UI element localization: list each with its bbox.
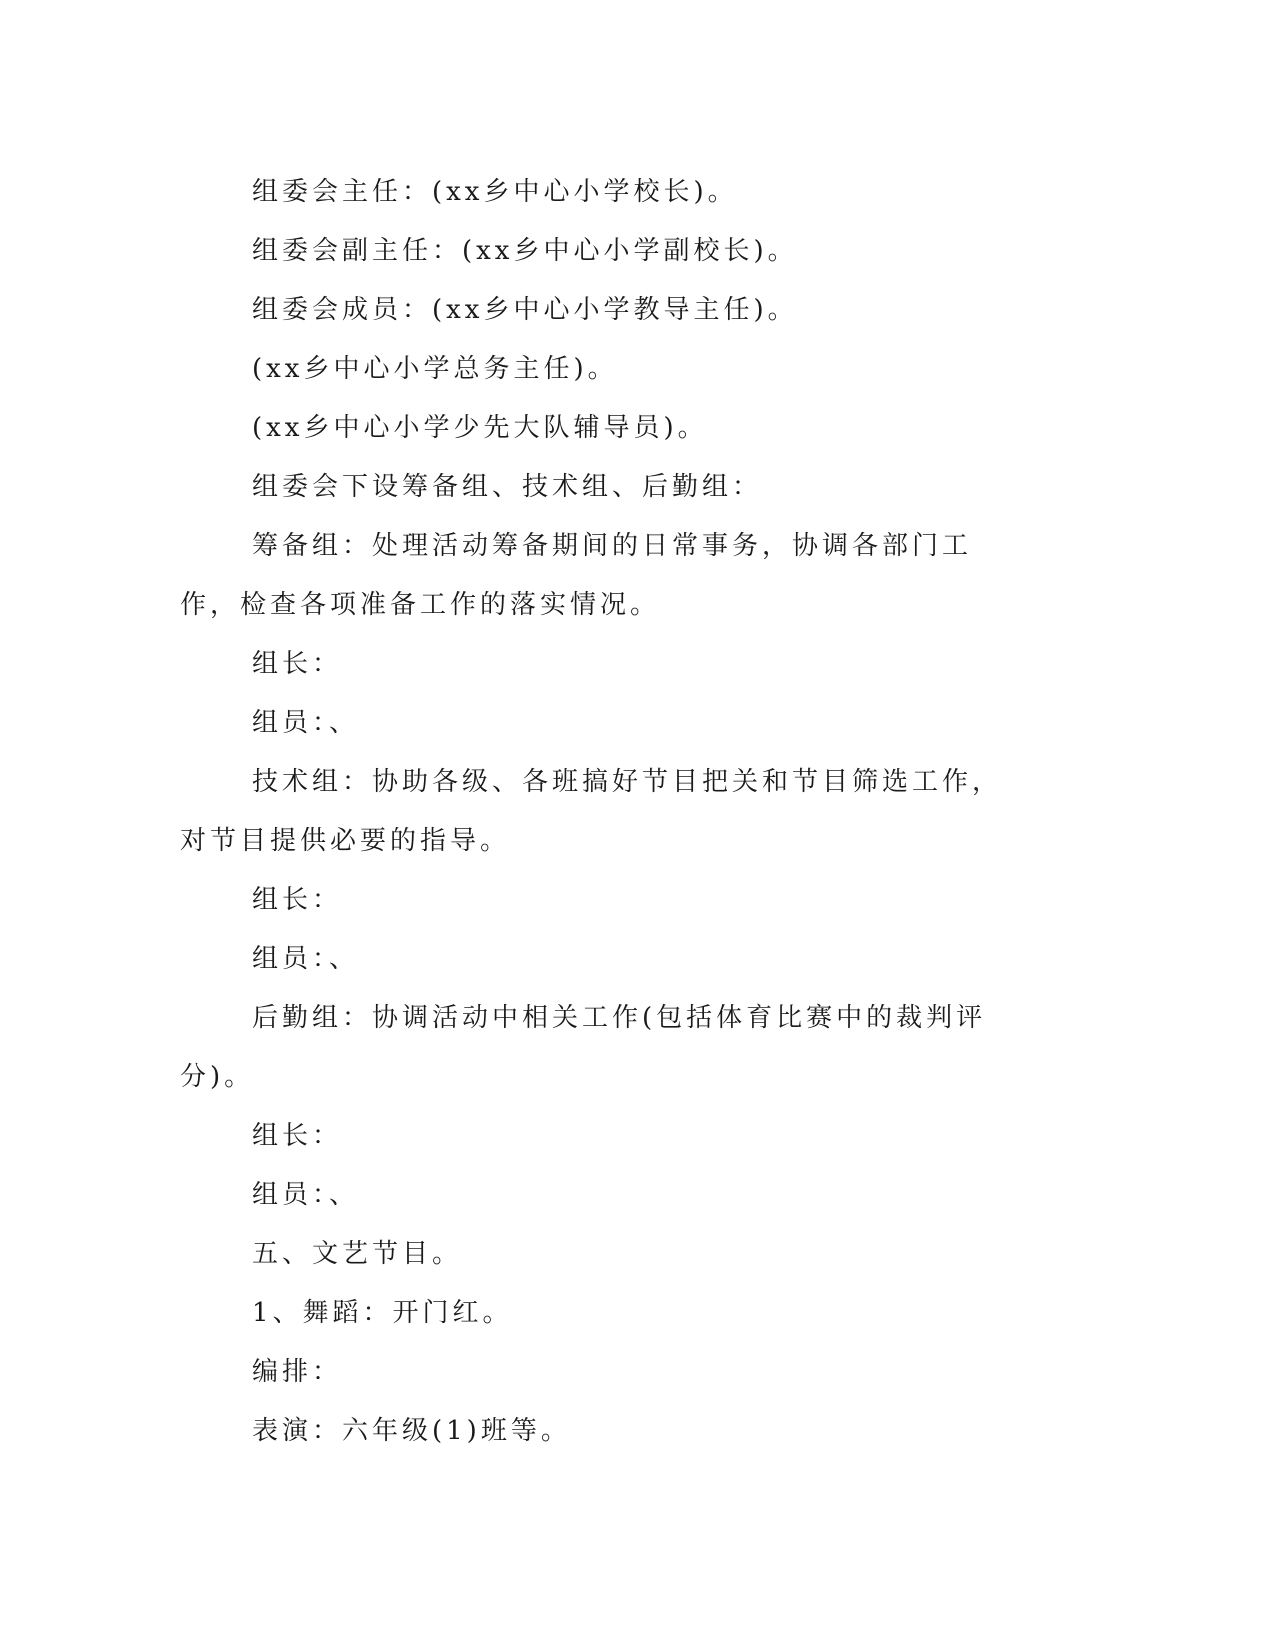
committee-member-1: 组委会成员：(xx乡中心小学教导主任)。 (252, 295, 798, 325)
committee-vice-director: 组委会副主任：(xx乡中心小学副校长)。 (252, 236, 798, 266)
preparation-group-leader: 组长： (252, 649, 343, 679)
logistics-group-leader: 组长： (252, 1121, 343, 1151)
committee-member-3: (xx乡中心小学少先大队辅导员)。 (252, 413, 708, 443)
program-item-1: 1、舞蹈：开门红。 (252, 1298, 513, 1328)
committee-member-2: (xx乡中心小学总务主任)。 (252, 354, 618, 384)
technical-group-leader: 组长： (252, 885, 343, 915)
committee-groups-intro: 组委会下设筹备组、技术组、后勤组： (252, 472, 763, 502)
logistics-group-desc: 后勤组：协调活动中相关工作(包括体育比赛中的裁判评分)。 (180, 1003, 987, 1092)
technical-group-desc: 技术组：协助各级、各班搞好节目把关和节目筛选工作，对节目提供必要的指导。 (180, 767, 1003, 856)
committee-director: 组委会主任：(xx乡中心小学校长)。 (252, 177, 738, 207)
document-body (180, 163, 1030, 1461)
preparation-group-members: 组员：、 (252, 708, 360, 738)
section-heading-programs: 五、文艺节目。 (252, 1239, 463, 1269)
technical-group-members: 组员：、 (252, 944, 360, 974)
logistics-group-members: 组员：、 (252, 1180, 360, 1210)
program-choreography: 编排： (252, 1357, 343, 1387)
program-performers: 表演：六年级(1)班等。 (252, 1416, 571, 1446)
preparation-group-desc: 筹备组：处理活动筹备期间的日常事务，协调各部门工作，检查各项准备工作的落实情况。 (180, 531, 973, 620)
